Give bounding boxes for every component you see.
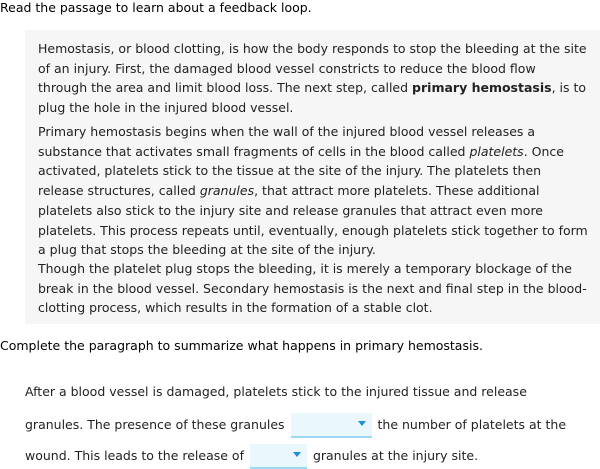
passage-paragraph-1: Hemostasis, or blood clotting, is how the body responds to stop the bleeding at the site of an injury. First, the damaged blood vessel constricts to reduce the blood flow through the area and limit blood loss. The next step, called primary hemostasis, is to plug the hole in the injured blood vessel. xyxy=(38,41,587,116)
answer-dropdown-1[interactable] xyxy=(291,413,372,438)
passage-paragraph-3: Though the platelet plug stops the bleeding, it is merely a temporary blockage of the break in the blood vessel. Secondary hemostasis is the next and final step in the blood-clotting process, which results in the formation of a stable clot. xyxy=(38,261,587,316)
chevron-down-icon xyxy=(293,452,301,457)
bold-term: primary hemostasis xyxy=(412,80,552,96)
instructions: Read the passage to learn about a feedback loop. xyxy=(0,0,312,15)
passage-paragraph-2: Primary hemostasis begins when the wall of the injured blood vessel releases a substance that activates small fragments of cells in the blood called platelets. Once activated, platelets stick to the tissue at the site of the injury. The platelets then release structures, called granules, that attract more platelets. These additional platelets also stick to the injury site and release granules that attract even more platelets. This process repeats until, eventually, enough platelets stick together to form a plug that stops the bleeding at the site of the injury. xyxy=(38,124,588,258)
italic-term: platelets xyxy=(469,143,524,159)
answer-dropdown-2[interactable] xyxy=(250,444,307,469)
passage-box xyxy=(25,30,600,324)
chevron-down-icon xyxy=(358,421,366,426)
question-prompt: Complete the paragraph to summarize what happens in primary hemostasis. xyxy=(0,338,483,353)
italic-term: granules xyxy=(199,183,255,199)
